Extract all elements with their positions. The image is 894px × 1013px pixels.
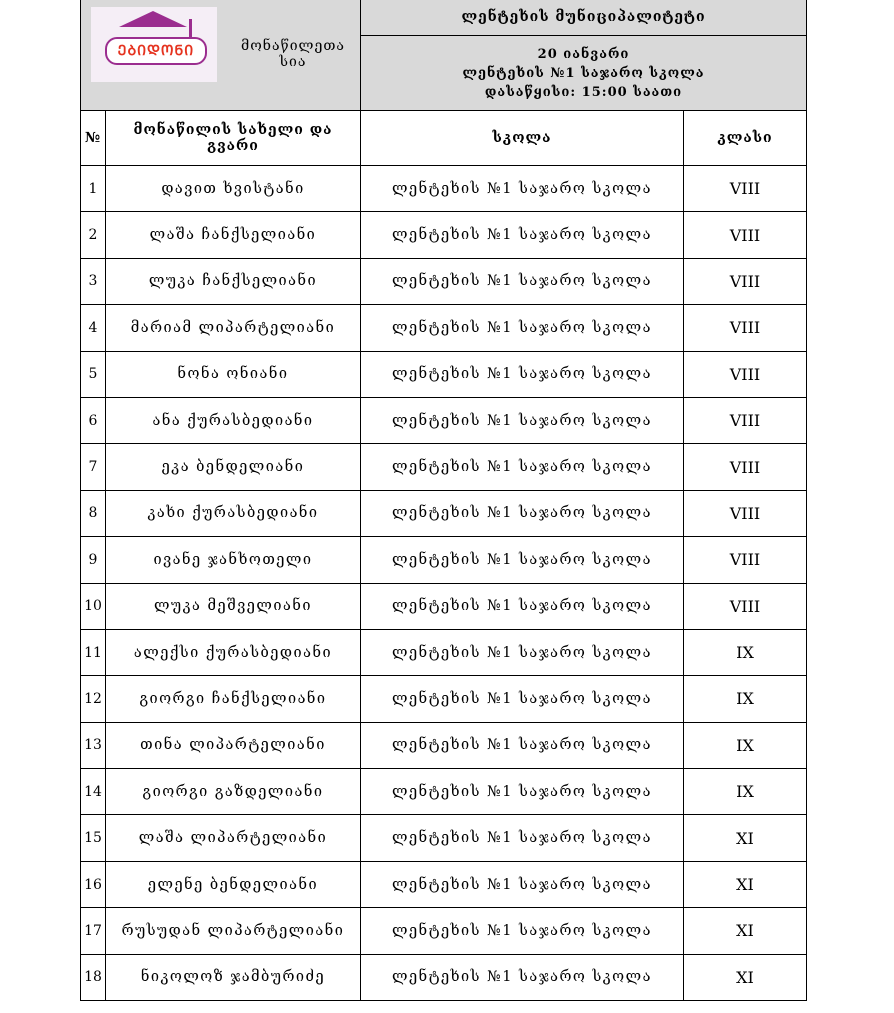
event-start-time: დასაწყისი: 15:00 საათი bbox=[484, 84, 683, 100]
grade: IX bbox=[684, 769, 807, 815]
school-name: ლენტეხის №1 საჯარო სკოლა bbox=[361, 212, 684, 258]
row-number: 7 bbox=[81, 444, 106, 490]
table-row bbox=[81, 583, 807, 629]
participant-name: თინა ლიპარტელიანი bbox=[106, 722, 361, 768]
row-number: 18 bbox=[81, 954, 106, 1000]
participants-table bbox=[80, 0, 807, 1001]
school-name: ლენტეხის №1 საჯარო სკოლა bbox=[361, 258, 684, 304]
column-header-name: მონაწილის სახელი და გვარი bbox=[106, 111, 361, 166]
table-row bbox=[81, 537, 807, 583]
participant-name: ალექსი ქურასბედიანი bbox=[106, 629, 361, 675]
participant-name: ნიკოლოზ ჯამბურიძე bbox=[106, 954, 361, 1000]
row-number: 14 bbox=[81, 769, 106, 815]
table-row bbox=[81, 861, 807, 907]
school-name: ლენტეხის №1 საჯარო სკოლა bbox=[361, 954, 684, 1000]
grade: XI bbox=[684, 954, 807, 1000]
grade: VIII bbox=[684, 305, 807, 351]
participant-name: ლუკა მეშველიანი bbox=[106, 583, 361, 629]
table-row bbox=[81, 954, 807, 1000]
row-number: 15 bbox=[81, 815, 106, 861]
school-name: ლენტეხის №1 საჯარო სკოლა bbox=[361, 537, 684, 583]
table-row bbox=[81, 166, 807, 212]
grade: VIII bbox=[684, 537, 807, 583]
table-row bbox=[81, 212, 807, 258]
participant-name: რუსუდან ლიპარტელიანი bbox=[106, 908, 361, 954]
table-row bbox=[81, 815, 807, 861]
municipality-title: ლენტეხის მუნიციპალიტეტი bbox=[361, 0, 807, 36]
participant-name: ელენე ბენდელიანი bbox=[106, 861, 361, 907]
grade: VIII bbox=[684, 212, 807, 258]
participant-name: ეკა ბენდელიანი bbox=[106, 444, 361, 490]
school-name: ლენტეხის №1 საჯარო სკოლა bbox=[361, 676, 684, 722]
table-row bbox=[81, 629, 807, 675]
column-header-grade: კლასი bbox=[684, 111, 807, 166]
school-name: ლენტეხის №1 საჯარო სკოლა bbox=[361, 166, 684, 212]
school-name: ლენტეხის №1 საჯარო სკოლა bbox=[361, 722, 684, 768]
school-name: ლენტეხის №1 საჯარო სკოლა bbox=[361, 815, 684, 861]
grade: VIII bbox=[684, 583, 807, 629]
table-row bbox=[81, 722, 807, 768]
school-name: ლენტეხის №1 საჯარო სკოლა bbox=[361, 583, 684, 629]
participant-name: ლაშა ჩანქსელიანი bbox=[106, 212, 361, 258]
row-number: 4 bbox=[81, 305, 106, 351]
table-row bbox=[81, 444, 807, 490]
row-number: 9 bbox=[81, 537, 106, 583]
logo-wordmark: ᲔᲑᲘᲓᲝᲜᲘ bbox=[105, 37, 207, 65]
row-number: 17 bbox=[81, 908, 106, 954]
grade: VIII bbox=[684, 258, 807, 304]
table-row bbox=[81, 769, 807, 815]
list-title: მონაწილეთა სია bbox=[241, 38, 345, 70]
table-row bbox=[81, 258, 807, 304]
grade: XI bbox=[684, 861, 807, 907]
grade: VIII bbox=[684, 490, 807, 536]
column-header-school: სკოლა bbox=[361, 111, 684, 166]
grade: VIII bbox=[684, 397, 807, 443]
row-number: 3 bbox=[81, 258, 106, 304]
grade: VIII bbox=[684, 351, 807, 397]
grade: VIII bbox=[684, 166, 807, 212]
school-name: ლენტეხის №1 საჯარო სკოლა bbox=[361, 444, 684, 490]
grade: VIII bbox=[684, 444, 807, 490]
column-header-number: № bbox=[81, 111, 106, 166]
table-row bbox=[81, 305, 807, 351]
participant-name: ლუკა ჩანქსელიანი bbox=[106, 258, 361, 304]
row-number: 16 bbox=[81, 861, 106, 907]
row-number: 6 bbox=[81, 397, 106, 443]
table-row bbox=[81, 351, 807, 397]
participant-name: გიორგი გაზდელიანი bbox=[106, 769, 361, 815]
table-row bbox=[81, 908, 807, 954]
row-number: 2 bbox=[81, 212, 106, 258]
participant-name: ნონა ონიანი bbox=[106, 351, 361, 397]
school-name: ლენტეხის №1 საჯარო სკოლა bbox=[361, 769, 684, 815]
participant-name: ანა ქურასბედიანი bbox=[106, 397, 361, 443]
row-number: 5 bbox=[81, 351, 106, 397]
event-date: 20 იანვარი bbox=[537, 46, 630, 62]
graduation-cap-icon bbox=[119, 11, 187, 27]
row-number: 1 bbox=[81, 166, 106, 212]
school-name: ლენტეხის №1 საჯარო სკოლა bbox=[361, 305, 684, 351]
participant-name: კახი ქურასბედიანი bbox=[106, 490, 361, 536]
participant-name: გიორგი ჩანქსელიანი bbox=[106, 676, 361, 722]
row-number: 13 bbox=[81, 722, 106, 768]
row-number: 10 bbox=[81, 583, 106, 629]
header-row-top bbox=[81, 0, 807, 36]
cap-tassel-icon bbox=[189, 19, 192, 37]
event-venue: ლენტეხის №1 საჯარო სკოლა bbox=[462, 65, 705, 81]
grade: XI bbox=[684, 908, 807, 954]
school-name: ლენტეხის №1 საჯარო სკოლა bbox=[361, 397, 684, 443]
grade: IX bbox=[684, 676, 807, 722]
participant-name: ლაშა ლიპარტელიანი bbox=[106, 815, 361, 861]
row-number: 8 bbox=[81, 490, 106, 536]
table-row bbox=[81, 397, 807, 443]
column-header-row bbox=[81, 111, 807, 166]
participant-name: მარიამ ლიპარტელიანი bbox=[106, 305, 361, 351]
table-row bbox=[81, 676, 807, 722]
participant-name: ივანე ჯანხოთელი bbox=[106, 537, 361, 583]
participant-name: დავით ხვისტანი bbox=[106, 166, 361, 212]
school-name: ლენტეხის №1 საჯარო სკოლა bbox=[361, 629, 684, 675]
school-name: ლენტეხის №1 საჯარო სკოლა bbox=[361, 351, 684, 397]
grade: IX bbox=[684, 722, 807, 768]
row-number: 12 bbox=[81, 676, 106, 722]
logo-title-cell bbox=[81, 0, 361, 111]
school-name: ლენტეხის №1 საჯარო სკოლა bbox=[361, 908, 684, 954]
table-row bbox=[81, 490, 807, 536]
school-name: ლენტეხის №1 საჯარო სკოლა bbox=[361, 861, 684, 907]
ebidoni-logo bbox=[91, 7, 217, 82]
grade: XI bbox=[684, 815, 807, 861]
row-number: 11 bbox=[81, 629, 106, 675]
school-name: ლენტეხის №1 საჯარო სკოლა bbox=[361, 490, 684, 536]
grade: IX bbox=[684, 629, 807, 675]
event-info bbox=[361, 36, 807, 111]
